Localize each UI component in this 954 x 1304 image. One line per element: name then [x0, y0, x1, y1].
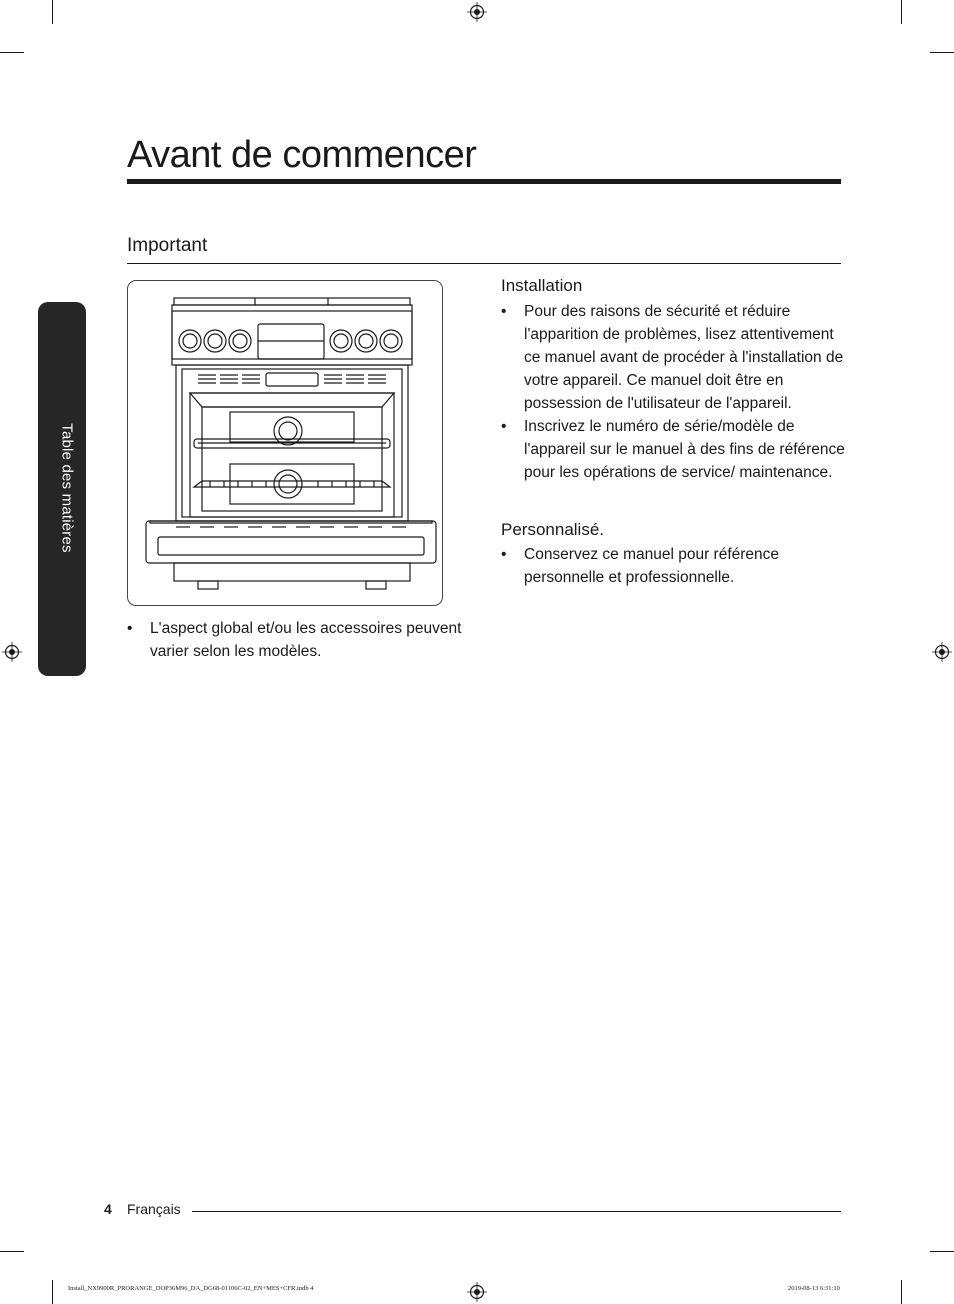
- subheading-installation: Installation: [501, 276, 583, 295]
- list-item: • Pour des raisons de sécurité et réduire l'apparition de problèmes, lisez attentivement ce manuel avant de procéder à l'installation de votre appareil. Ce manuel doit être en possession de l'utilisateur de l'appareil.: [501, 300, 847, 415]
- crop-mark: [52, 1280, 53, 1304]
- crop-mark: [930, 1251, 954, 1252]
- page-number: 4: [104, 1201, 112, 1217]
- print-slug-file: Install_NX9900R_PRORANGE_DOP36M96_DA_DG68-01106C-02_EN+MES+CFR.indb 4: [68, 1285, 314, 1292]
- oven-range-illustration-icon: [128, 281, 444, 607]
- crop-mark: [0, 1251, 24, 1252]
- title-rule: [127, 179, 841, 184]
- footer-language: Français: [127, 1201, 181, 1217]
- list-item: • Conservez ce manuel pour référence personnelle et professionnelle.: [501, 543, 847, 589]
- subheading-personnalise: Personnalisé.: [501, 520, 605, 539]
- registration-mark-icon: [2, 642, 22, 662]
- list-item: • L'aspect global et/ou les accessoires peuvent varier selon les modèles.: [127, 617, 463, 663]
- personnalise-list: [501, 543, 847, 589]
- crop-mark: [901, 1280, 902, 1304]
- registration-mark-icon: [467, 1282, 487, 1302]
- section-heading-important: Important: [127, 235, 208, 256]
- crop-mark: [901, 0, 902, 24]
- installation-list: [501, 300, 847, 484]
- crop-mark: [930, 52, 954, 53]
- side-tab-label: Table des matières: [58, 423, 76, 553]
- footer-rule: [192, 1211, 841, 1212]
- page-title: Avant de commencer: [127, 134, 477, 176]
- figure-caption-list: [127, 617, 463, 663]
- registration-mark-icon: [932, 642, 952, 662]
- section-rule: [127, 263, 841, 264]
- crop-mark: [52, 0, 53, 24]
- crop-mark: [0, 52, 24, 53]
- registration-mark-icon: [467, 2, 487, 22]
- oven-figure: [127, 280, 443, 606]
- list-item: • Inscrivez le numéro de série/modèle de l'appareil sur le manuel à des fins de référence pour les opérations de service/ maintenance.: [501, 415, 847, 484]
- print-slug-timestamp: 2019-08-13 6:31:10: [788, 1285, 840, 1292]
